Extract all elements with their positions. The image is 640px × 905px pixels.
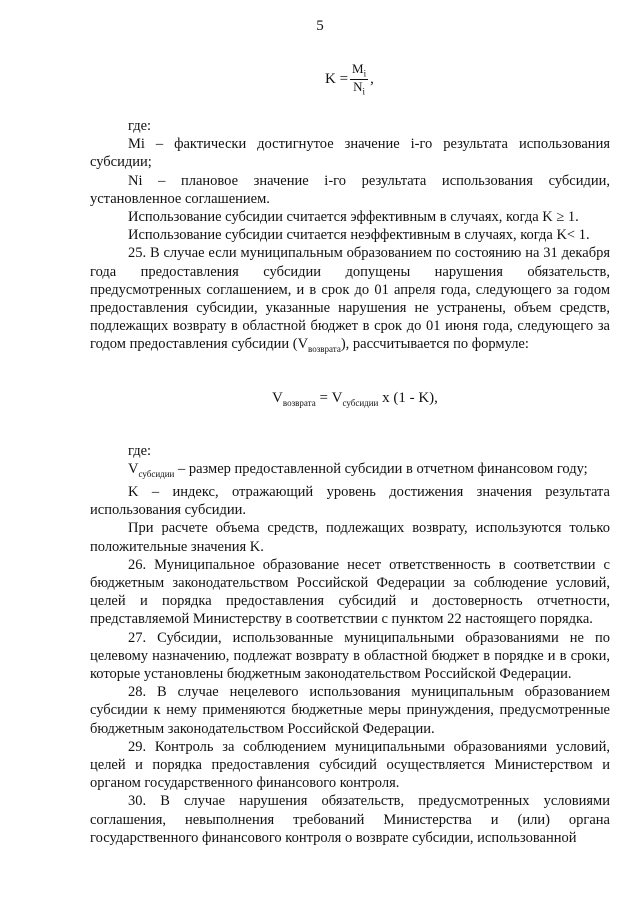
definition-k: K – индекс, отражающий уровень достижения значения результата использования субсидии. <box>90 484 610 519</box>
formula-k-denominator: $N_i$ <box>353 78 366 97</box>
document-body <box>90 117 610 847</box>
effective-rule: Использование субсидии считается эффективным в случаях, когда K ≥ 1. <box>128 209 579 226</box>
definition-ni: Ni – плановое значение i-го результата использования субсидии, установленное соглашением. <box>90 172 610 207</box>
where-label-2: где: <box>128 442 152 459</box>
formula-k-trail: , <box>370 70 374 87</box>
formula-k-fraction <box>350 62 368 97</box>
formula-k-numerator: $M_i$ <box>352 61 367 79</box>
ineffective-rule: Использование субсидии считается неэффективным в случаях, когда K< 1. <box>128 227 590 244</box>
paragraph-26: 26. Муниципальное образование несет ответственность в соответствии с бюджетным законодательством Российской Федерации за соблюдение условий, целей и порядка предоставления субсидий и достоверность отчетности, представляемой Министерству в соответствии с пунктом 22 настоящего порядка. <box>90 556 610 628</box>
definition-mi: Mi – фактически достигнутое значение i-го результата использования субсидии; <box>90 136 610 171</box>
paragraph-30: 30. В случае нарушения обязательств, предусмотренных условиями соглашения, невыполнения требований Министерства и (или) органа государственного финансового контроля о возврате субсидии, использованной <box>90 793 610 846</box>
formula-k <box>325 62 374 97</box>
paragraph-27: 27. Субсидии, использованные муниципальными образованиями не по целевому назначению, подлежат возврату в областной бюджет в порядке и в сроки, которые установлены бюджетным законодательством Российской Федерации. <box>90 629 610 683</box>
paragraph-28: 28. В случае нецелевого использования муниципальным образованием субсидии к нему применяются бюджетные меры принуждения, предусмотренные бюджетным законодательством Российской Федерации. <box>90 684 610 737</box>
where-label-1: где: <box>128 118 152 134</box>
calculation-note: При расчете объема средств, подлежащих возврату, используются только положительные значения K. <box>90 520 610 555</box>
definition-v-subsidy: $V_{субсидии}$ – размер предоставленной субсидии в отчетном финансовом году; <box>128 460 588 479</box>
formula-k-lhs: K = <box>325 70 349 87</box>
page-number: 5 <box>316 18 324 34</box>
paragraph-29: 29. Контроль за соблюдением муниципальными образованиями условий, целей и порядка предоставления субсидий осуществляется Министерством и органом государственного финансового контроля. <box>90 738 610 792</box>
formula-v: $V_{возврата} = V_{субсидии}$ x (1 - K), <box>272 389 438 408</box>
paragraph-25: 25. В случае если муниципальным образованием по состоянию на 31 декабря года предоставления субсидии допущены нарушения обязательств, предусмотренных соглашением, и в срок до 01 апреля года, следующего за годом предоставления субсидии, указанные нарушения не устранены, объем средств, подлежащих возврату в областной бюджет в срок до 01 июня года, следующего за годом предоставления субсидии $(V_{возврата})$, рассчитывается по формуле: <box>90 245 610 355</box>
